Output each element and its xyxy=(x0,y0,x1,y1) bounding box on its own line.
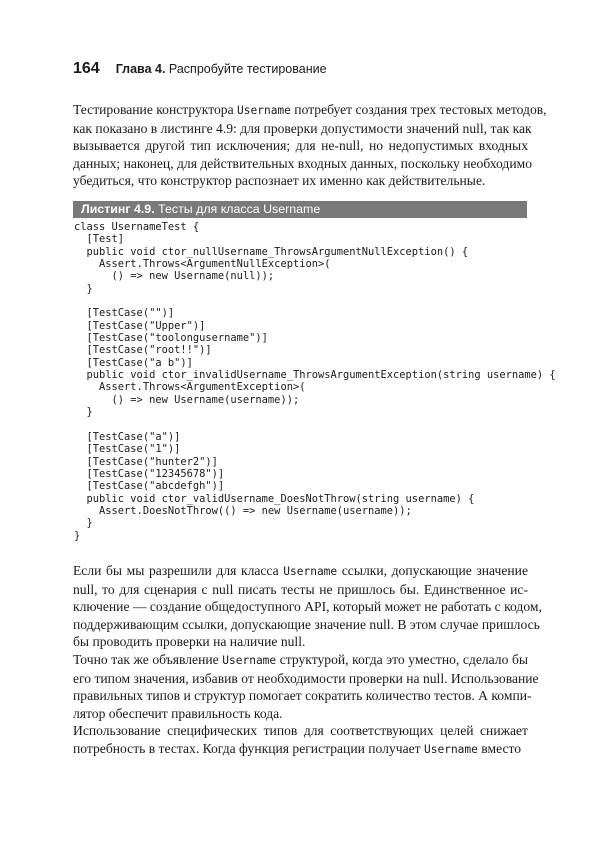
text-line xyxy=(73,705,528,723)
code-line: [TestCase("")] xyxy=(74,307,175,320)
text-line xyxy=(73,172,528,190)
code-line xyxy=(74,295,556,307)
text-line xyxy=(73,120,532,138)
page-header xyxy=(73,60,327,78)
code-line: [TestCase("a b")] xyxy=(74,356,193,369)
code-line: } xyxy=(74,282,93,295)
text-run: Тестирование конструктора xyxy=(73,102,238,117)
listing-caption xyxy=(81,202,320,216)
text-line xyxy=(73,155,532,173)
text-line xyxy=(73,562,528,581)
code-line: } xyxy=(74,517,93,530)
text-line xyxy=(73,633,528,651)
code-line xyxy=(74,419,556,431)
text-run: как показано в листинге 4.9: для проверки допустимости значений null, так как xyxy=(73,120,532,136)
text-run: вместо xyxy=(477,740,522,756)
text-line xyxy=(73,101,547,120)
chapter-title: Распробуйте тестирование xyxy=(168,62,327,76)
inline-code: Username xyxy=(237,104,291,117)
code-line: [TestCase("Upper")] xyxy=(74,319,206,332)
listing-caption-bar xyxy=(73,201,527,218)
text-line xyxy=(73,137,528,155)
code-line: [TestCase("toolongusername")] xyxy=(74,332,268,345)
inline-code: Username xyxy=(283,565,338,578)
text-run: null, то для сценария с null писать тесты не пришлось бы. Единственное ис- xyxy=(73,581,528,597)
code-line: Assert.Throws<ArgumentNullException>( xyxy=(74,258,331,271)
text-run: данных; наконец, для действительных входных данных, поскольку необходимо xyxy=(73,155,532,171)
text-run: поддерживающим ссылки, допускающие значение null. В этом случае пришлось xyxy=(73,616,540,632)
code-line: [TestCase("12345678")] xyxy=(74,467,225,480)
text-line xyxy=(73,670,539,688)
code-line: [TestCase("a")] xyxy=(74,430,181,443)
text-run: потребует создания трех тестовых методов, xyxy=(290,102,547,117)
listing-label: Листинг 4.9. xyxy=(81,202,155,216)
paragraph-specific-types xyxy=(73,722,528,758)
code-line: } xyxy=(74,529,81,542)
inline-code: Username xyxy=(222,654,277,667)
text-run: потребность в тестах. Когда функция регистрации получает xyxy=(73,740,424,756)
inline-code: Username xyxy=(424,742,478,756)
code-line: [TestCase("hunter2")] xyxy=(74,455,218,468)
paragraph-nullable xyxy=(73,562,542,651)
code-line: () => new Username(null)); xyxy=(74,270,275,283)
text-run: бы проводить проверки на наличие null. xyxy=(73,634,306,650)
text-line xyxy=(73,598,542,616)
text-run: правильных типов и структур помогает сократить количество тестов. А компи- xyxy=(73,688,532,704)
code-line: () => new Username(username)); xyxy=(74,393,300,406)
code-line: [Test] xyxy=(74,233,125,246)
running-head xyxy=(116,62,327,76)
code-line: Assert.DoesNotThrow(() => new Username(username)); xyxy=(74,504,412,517)
text-line xyxy=(73,581,528,599)
code-line: [TestCase("abcdefgh")] xyxy=(74,480,225,493)
code-listing xyxy=(74,221,556,542)
text-run: Использование специфических типов для соответствующих целей снижает xyxy=(73,723,528,738)
text-run: вызывается другой тип исключения; для не-null, но недопустимых входных xyxy=(73,138,528,154)
page-number: 164 xyxy=(73,60,100,77)
text-run: Если бы мы разрешили для класса xyxy=(73,563,284,578)
text-line xyxy=(73,651,528,670)
code-line: public void ctor_nullUsername_ThrowsArgumentNullException() { xyxy=(74,245,469,258)
text-line xyxy=(73,616,540,634)
text-line xyxy=(73,687,532,705)
text-line xyxy=(73,722,528,740)
text-run: ссылки, допускающие значение xyxy=(337,563,528,578)
code-line: Assert.Throws<ArgumentException>( xyxy=(74,381,306,394)
text-run: убедиться, что конструктор распознает их именно как действительные. xyxy=(73,173,486,189)
text-line xyxy=(73,740,528,759)
listing-title: Тесты для класса Username xyxy=(158,202,321,216)
text-run: структурой, когда это уместно, сделало бы xyxy=(276,652,529,667)
code-line: } xyxy=(74,406,93,419)
code-line: [TestCase("1")] xyxy=(74,443,181,456)
code-line: [TestCase("root!!")] xyxy=(74,344,212,357)
text-run: его типом значения, избавив от необходимости проверки на null. Использование xyxy=(73,670,539,686)
paragraph-intro xyxy=(73,101,547,190)
chapter-label: Глава 4. xyxy=(115,62,166,76)
code-line: public void ctor_invalidUsername_ThrowsArgumentException(string username) { xyxy=(74,369,556,382)
text-run: Точно так же объявление xyxy=(73,652,223,667)
code-line: class UsernameTest { xyxy=(74,221,200,233)
code-line: public void ctor_validUsername_DoesNotThrow(string username) { xyxy=(74,492,475,505)
text-run: ключение — создание общедоступного API, который может не работать с кодом, xyxy=(73,599,542,615)
text-run: лятор обеспечит правильность кода. xyxy=(73,705,283,721)
paragraph-struct xyxy=(73,651,539,722)
